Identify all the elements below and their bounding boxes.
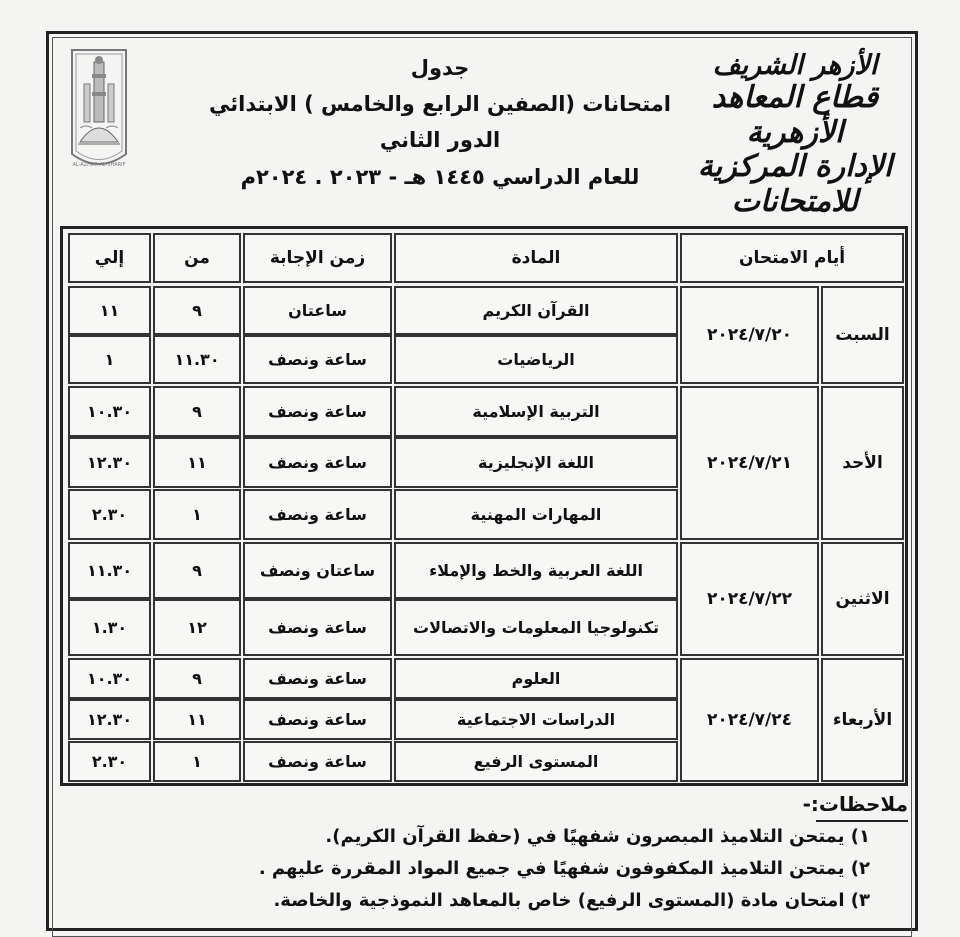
- date-cell: ٢٠٢٤/٧/٢٢: [680, 542, 819, 656]
- from-time-cell: ١: [153, 489, 241, 540]
- sector-line-1: الأزهر الشريف: [712, 50, 878, 81]
- day-cell: السبت: [821, 286, 904, 384]
- logo-caption: AL-AZHAR AL-SHARIF: [72, 162, 126, 168]
- subject-cell: القرآن الكريم: [394, 286, 678, 335]
- to-time-cell: ١.٣٠: [68, 599, 151, 656]
- exam-schedule-table: [60, 226, 908, 786]
- day-cell: الأحد: [821, 386, 904, 540]
- note-item-3: ٣) امتحان مادة (المستوى الرفيع) خاص بالمعاهد النموذجية والخاصة.: [273, 890, 870, 911]
- from-time-cell: ٩: [153, 286, 241, 335]
- sector-line-3: الإدارة المركزية للامتحانات: [697, 149, 893, 219]
- title-line-1: جدول: [410, 56, 470, 80]
- subject-cell: تكنولوجيا المعلومات والاتصالات: [394, 599, 678, 656]
- from-time-cell: ٩: [153, 542, 241, 599]
- from-time-cell: ١١: [153, 437, 241, 488]
- date-cell: ٢٠٢٤/٧/٢٠: [680, 286, 819, 384]
- from-time-cell: ١١.٣٠: [153, 335, 241, 384]
- note-item-1: ١) يمتحن التلاميذ المبصرون شفهيًا في (حفظ القرآن الكريم).: [325, 826, 870, 847]
- duration-cell: ساعتان ونصف: [243, 542, 392, 599]
- date-cell: ٢٠٢٤/٧/٢١: [680, 386, 819, 540]
- from-time-cell: ١١: [153, 699, 241, 740]
- duration-cell: ساعة ونصف: [243, 437, 392, 488]
- to-time-cell: ١١.٣٠: [68, 542, 151, 599]
- duration-cell: ساعة ونصف: [243, 699, 392, 740]
- header-from: من: [153, 233, 241, 283]
- subject-cell: الرياضيات: [394, 335, 678, 384]
- document-title: [150, 50, 730, 196]
- title-line-4: للعام الدراسي ١٤٤٥ هـ - ٢٠٢٣ . ٢٠٢٤م: [240, 165, 640, 189]
- to-time-cell: ٢.٣٠: [68, 489, 151, 540]
- notes-heading: ملاحظات:-: [802, 792, 908, 816]
- subject-cell: التربية الإسلامية: [394, 386, 678, 437]
- header-to: إلي: [68, 233, 151, 283]
- mosque-icon: [66, 44, 132, 176]
- subject-cell: المستوى الرفيع: [394, 741, 678, 782]
- day-cell: الأربعاء: [821, 658, 904, 782]
- duration-cell: ساعة ونصف: [243, 386, 392, 437]
- al-azhar-logo: [66, 44, 132, 176]
- subject-cell: العلوم: [394, 658, 678, 699]
- subject-cell: اللغة العربية والخط والإملاء: [394, 542, 678, 599]
- title-line-2: امتحانات (الصفين الرابع والخامس ) الابتدائي: [209, 92, 671, 116]
- header-duration: زمن الإجابة: [243, 233, 392, 283]
- from-time-cell: ١٢: [153, 599, 241, 656]
- from-time-cell: ٩: [153, 386, 241, 437]
- duration-cell: ساعة ونصف: [243, 658, 392, 699]
- header-subject: المادة: [394, 233, 678, 283]
- date-cell: ٢٠٢٤/٧/٢٤: [680, 658, 819, 782]
- duration-cell: ساعتان: [243, 286, 392, 335]
- from-time-cell: ٩: [153, 658, 241, 699]
- to-time-cell: ٢.٣٠: [68, 741, 151, 782]
- to-time-cell: ١٠.٣٠: [68, 386, 151, 437]
- title-line-3: الدور الثاني: [379, 128, 501, 152]
- subject-cell: الدراسات الاجتماعية: [394, 699, 678, 740]
- duration-cell: ساعة ونصف: [243, 741, 392, 782]
- duration-cell: ساعة ونصف: [243, 599, 392, 656]
- note-item-2: ٢) يمتحن التلاميذ المكفوفون شفهيًا في جميع المواد المقررة عليهم .: [258, 858, 870, 879]
- to-time-cell: ١: [68, 335, 151, 384]
- from-time-cell: ١: [153, 741, 241, 782]
- header-days: أيام الامتحان: [680, 233, 904, 283]
- notes-heading-underline: [816, 820, 908, 822]
- sector-line-2: قطاع المعاهد الأزهرية: [711, 80, 879, 150]
- to-time-cell: ١٢.٣٠: [68, 437, 151, 488]
- subject-cell: المهارات المهنية: [394, 489, 678, 540]
- to-time-cell: ١٢.٣٠: [68, 699, 151, 740]
- to-time-cell: ١١: [68, 286, 151, 335]
- subject-cell: اللغة الإنجليزية: [394, 437, 678, 488]
- day-cell: الاثنين: [821, 542, 904, 656]
- duration-cell: ساعة ونصف: [243, 335, 392, 384]
- duration-cell: ساعة ونصف: [243, 489, 392, 540]
- to-time-cell: ١٠.٣٠: [68, 658, 151, 699]
